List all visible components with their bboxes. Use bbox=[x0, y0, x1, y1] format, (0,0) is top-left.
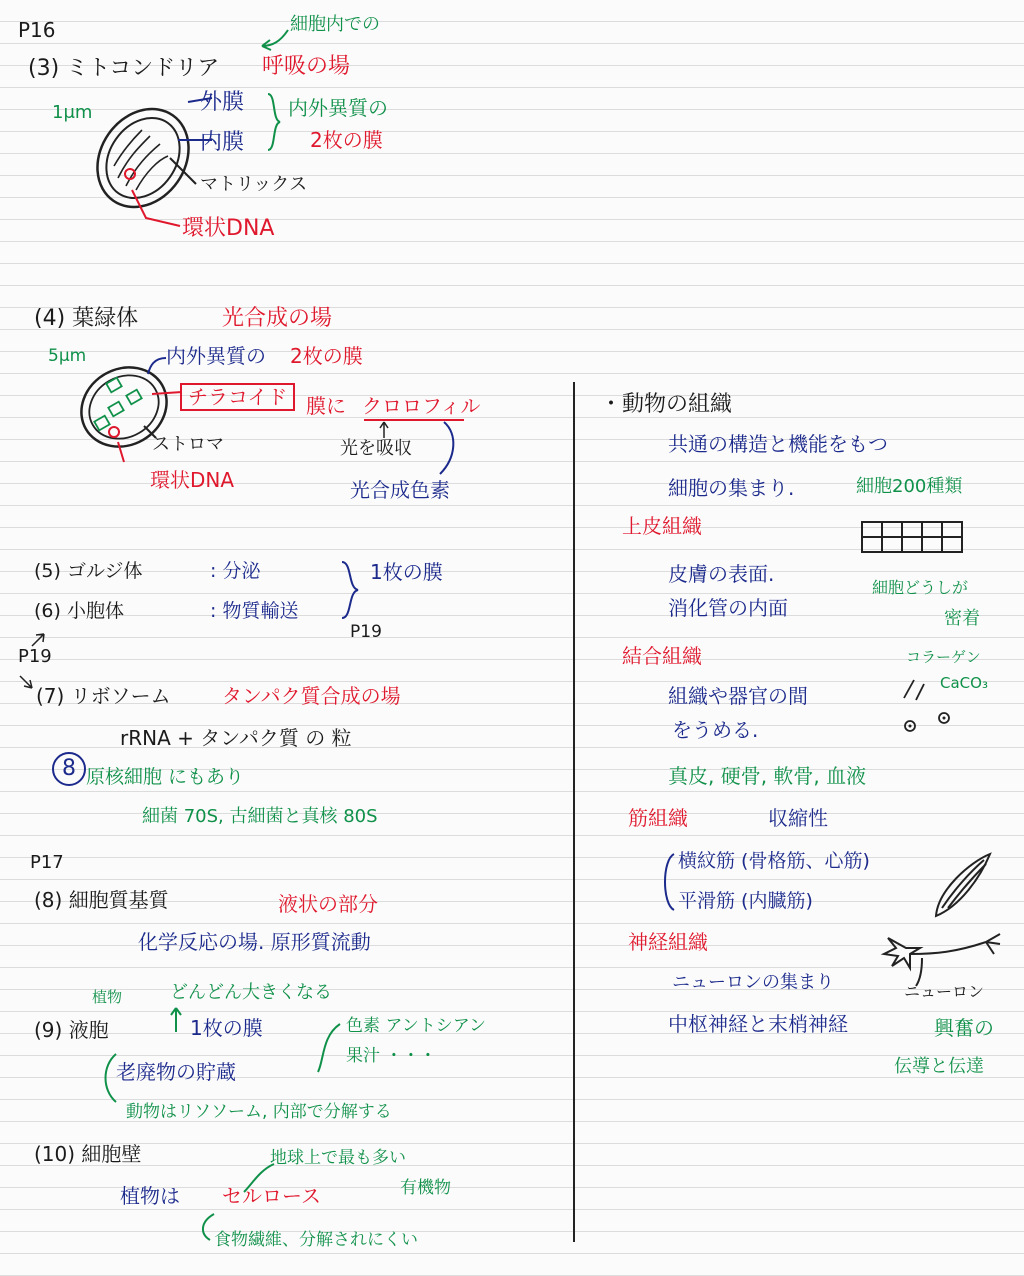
ribosome-role: タンパク質合成の場 bbox=[222, 684, 401, 708]
cytosol-detail: 化学反応の場. 原形質流動 bbox=[138, 930, 371, 954]
mito-membrane-note1: 内外異質の bbox=[288, 96, 388, 120]
muscle-striated: 横紋筋 (骨格筋、心筋) bbox=[678, 850, 870, 872]
vacuole-heading: (9) 液胞 bbox=[34, 1018, 109, 1042]
er-role: : 物質輸送 bbox=[210, 600, 299, 622]
chloro-size: 5μm bbox=[48, 346, 87, 366]
epithelial-d2: 消化管の内面 bbox=[668, 596, 788, 620]
mito-membrane-note2: 2枚の膜 bbox=[310, 128, 383, 152]
mito-outer-membrane: 外膜 bbox=[200, 90, 245, 115]
er-ref: P19 bbox=[350, 622, 382, 642]
nerve-d1: ニューロンの集まり bbox=[672, 972, 834, 993]
one-membrane: 1枚の膜 bbox=[370, 560, 443, 584]
page-ref-p17: P17 bbox=[30, 852, 64, 873]
connective-n2: CaCO₃ bbox=[940, 674, 988, 692]
chloro-membrane: 内外異質の bbox=[166, 344, 266, 368]
brace-icon-2 bbox=[338, 560, 364, 622]
tissue-def2: 細胞の集まり. bbox=[668, 476, 795, 500]
neuron-icon bbox=[876, 930, 1006, 990]
epithelial-n1: 細胞どうしが bbox=[872, 578, 969, 597]
vacuole-connector bbox=[314, 1020, 344, 1076]
connective-examples: 真皮, 硬骨, 軟骨, 血液 bbox=[668, 764, 867, 788]
brace-icon bbox=[264, 92, 284, 154]
column-divider bbox=[573, 382, 575, 1242]
cellwall-most1: 地球上で最も多い bbox=[270, 1148, 406, 1168]
chloro-absorb: 光を吸収 bbox=[340, 438, 412, 459]
mito-matrix: マトリックス bbox=[200, 174, 308, 195]
cellwall-plant: 植物は bbox=[120, 1184, 180, 1208]
arrow-icon-3 bbox=[18, 674, 38, 694]
mito-role: 呼吸の場 bbox=[262, 54, 351, 79]
page-ref-p19: P19 bbox=[18, 646, 52, 667]
muscle-fiber-icon bbox=[930, 850, 994, 922]
nerve-d2: 中枢神経と末梢神経 bbox=[668, 1012, 848, 1036]
mito-note: 細胞内での bbox=[290, 14, 380, 35]
tissue-title: ・動物の組織 bbox=[600, 392, 733, 417]
nerve-n1: 興奮の bbox=[934, 1016, 994, 1040]
muscle-bracket bbox=[658, 850, 678, 914]
tissue-def1: 共通の構造と機能をもつ bbox=[668, 432, 888, 456]
chloro-heading: (4) 葉緑体 bbox=[34, 306, 139, 331]
cytosol-heading: (8) 細胞質基質 bbox=[34, 888, 169, 912]
vacuole-grow: どんどん大きくなる bbox=[170, 982, 332, 1003]
golgi-role: : 分泌 bbox=[210, 560, 261, 582]
cellwall-cellulose: セルロース bbox=[222, 1184, 321, 1208]
thylakoid-note2: クロロフィル bbox=[362, 394, 481, 418]
epithelial-cells-icon bbox=[860, 520, 966, 556]
chloro-pigment: 光合成色素 bbox=[350, 478, 450, 502]
chloro-membrane2: 2枚の膜 bbox=[290, 344, 363, 368]
muscle-label: 筋組織 bbox=[628, 806, 688, 830]
neuron-label: ニューロン bbox=[904, 982, 985, 1001]
vacuole-plant: 植物 bbox=[92, 988, 123, 1006]
connective-d2: をうめる. bbox=[672, 718, 759, 742]
vacuole-membrane: 1枚の膜 bbox=[190, 1016, 263, 1040]
ribosome-sizes: 細菌 70S, 古細菌と真核 80S bbox=[142, 806, 378, 827]
page-ref-p16: P16 bbox=[18, 18, 56, 42]
golgi-heading: (5) ゴルジ体 bbox=[34, 560, 143, 582]
epithelial-d1: 皮膚の表面. bbox=[668, 562, 775, 586]
mito-size: 1μm bbox=[52, 102, 93, 123]
arrow-icon bbox=[258, 28, 294, 52]
cellwall-most2: 有機物 bbox=[400, 1178, 451, 1198]
epithelial-label: 上皮組織 bbox=[622, 514, 702, 538]
connective-label: 結合組織 bbox=[622, 644, 702, 668]
ribosome-heading: (7) リボソーム bbox=[36, 684, 171, 708]
arrow-up-icon bbox=[166, 1004, 186, 1034]
epithelial-n2: 密着 bbox=[944, 608, 980, 629]
tissue-count: 細胞200種類 bbox=[856, 476, 963, 497]
chloro-leader-lines bbox=[110, 346, 190, 476]
vacuole-pigment: 色素 アントシアン bbox=[346, 1016, 487, 1036]
cellwall-fiber: 食物繊維、分解されにくい bbox=[214, 1230, 418, 1250]
connective-d1: 組織や器官の間 bbox=[668, 684, 808, 708]
chloro-stroma: ストロマ bbox=[152, 434, 224, 455]
cytosol-role: 液状の部分 bbox=[278, 892, 378, 916]
ribosome-prokaryote: 原核細胞 にもあり bbox=[86, 766, 245, 788]
mito-dna: 環状DNA bbox=[182, 216, 275, 241]
mito-heading: (3) ミトコンドリア bbox=[28, 56, 220, 81]
mito-inner-membrane: 内膜 bbox=[200, 130, 245, 155]
connective-n1: コラーゲン bbox=[906, 648, 981, 666]
muscle-property: 収縮性 bbox=[768, 806, 828, 830]
muscle-smooth: 平滑筋 (内臓筋) bbox=[678, 890, 813, 912]
chloro-dna: 環状DNA bbox=[150, 468, 235, 492]
vacuole-waste: 老廃物の貯蔵 bbox=[116, 1060, 236, 1084]
nerve-n2: 伝導と伝達 bbox=[894, 1056, 984, 1077]
cellwall-heading: (10) 細胞壁 bbox=[34, 1142, 142, 1166]
er-heading: (6) 小胞体 bbox=[34, 600, 124, 622]
connective-fibers-icon bbox=[900, 676, 970, 736]
thylakoid-label: チラコイド bbox=[180, 383, 295, 411]
note-mark-icon: 8 bbox=[52, 752, 86, 786]
vacuole-juice: 果汁 ・・・ bbox=[346, 1046, 437, 1066]
ribosome-composition: rRNA + タンパク質 の 粒 bbox=[120, 726, 352, 750]
nerve-label: 神経組織 bbox=[628, 930, 708, 954]
thylakoid-note1: 膜に bbox=[306, 394, 346, 418]
chloro-role: 光合成の場 bbox=[222, 306, 333, 331]
vacuole-animal: 動物はリソソーム, 内部で分解する bbox=[126, 1102, 392, 1122]
